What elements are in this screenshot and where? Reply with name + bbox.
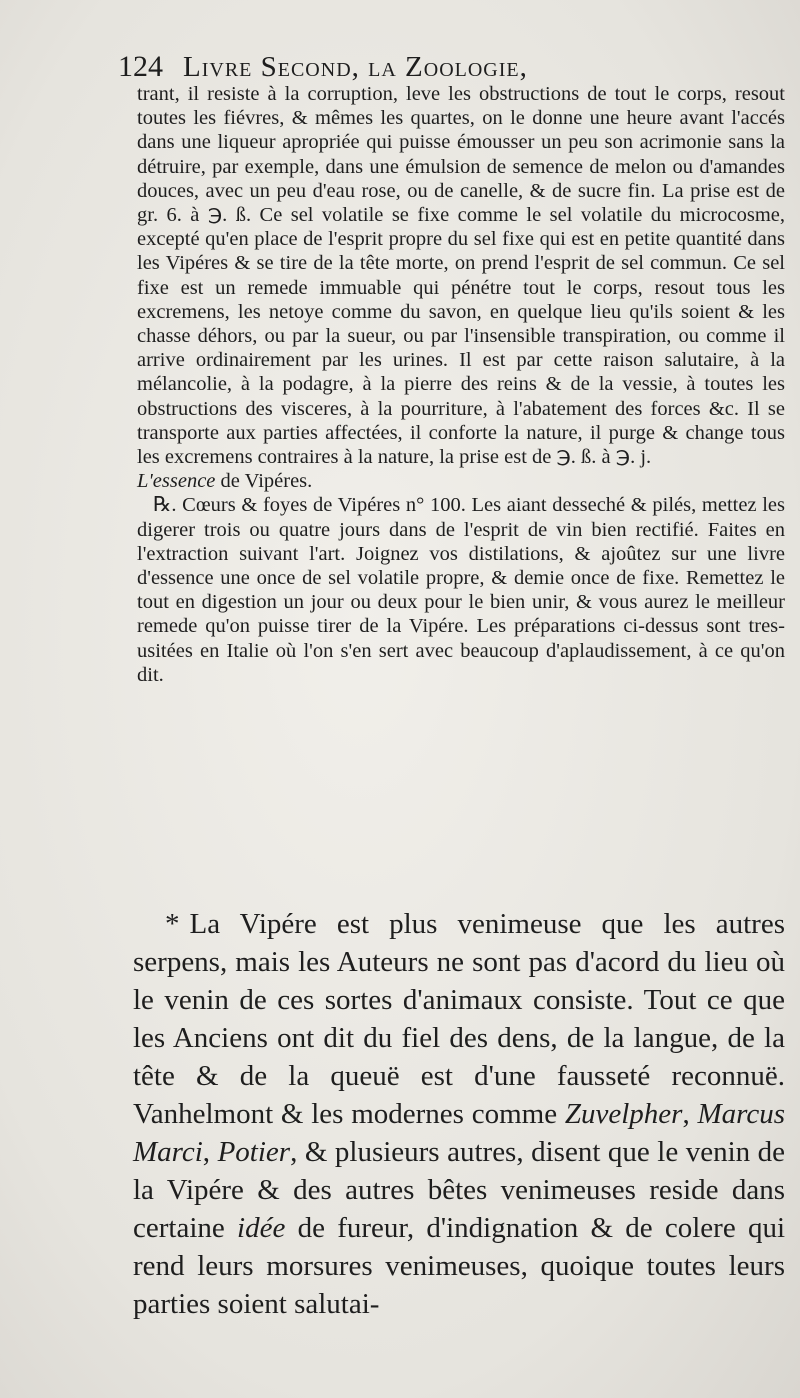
footnote-text-1: La Vipére est plus venimeuse que les autres serpens, mais les Auteurs ne sont pas d'acord du lieu où le venin de ces sortes d'animaux consiste. Tout ce que les Anciens ont dit du fiel des dens, de la langue, de la tête & de la queuë est d'une fausseté reconnuë. Vanhelmont & les modernes comme bbox=[133, 908, 785, 1130]
running-title: Livre Second, la Zoologie, bbox=[183, 51, 528, 83]
footnote-paragraph bbox=[133, 905, 785, 1323]
main-text bbox=[137, 82, 785, 687]
page-number: 124 bbox=[118, 50, 163, 83]
footnote-text-2: , & plusieurs autres, disent que le venin de la Vipére & des autres bêtes venimeuses reside dans certaine bbox=[133, 1136, 786, 1244]
subheading-italic: L'essence bbox=[137, 470, 216, 493]
separator-1: , bbox=[682, 1098, 698, 1130]
subheading bbox=[137, 469, 785, 493]
author-name-zuvelpher: Zuvelpher bbox=[564, 1098, 683, 1130]
footnote-text-3: de fureur, d'indignation & de colere qui rend leurs morsures venimeuses, quoique toutes leurs parties soient salutai- bbox=[133, 1212, 785, 1320]
footnote bbox=[133, 905, 785, 1323]
footnote-mark: * bbox=[165, 908, 180, 940]
separator-2: , bbox=[202, 1136, 218, 1168]
subheading-rest: de Vipéres. bbox=[215, 470, 313, 493]
author-name-potier: Potier bbox=[217, 1136, 291, 1168]
author-name-marcus-marci: Marcus Marci bbox=[133, 1098, 786, 1168]
paragraph-1: trant, il resiste à la corruption, leve les obstructions de tout le corps, resout toutes les fiévres, & mêmes les quartes, on le donne une heure avant l'accés dans une liqueur apropriée qui puisse émousser un peu son acrimonie sans la détruire, par exemple, dans une émulsion de semence de melon ou d'amandes douces, avec un peu d'eau rose, ou de canelle, & de sucre fin. La prise est de gr. 6. à ℈. ß. Ce sel volatile se fixe comme le sel volatile du microcosme, excepté qu'en place de l'esprit propre du sel fixe qui est en petite quantité dans les Vipéres & se tire de la tête morte, on prend l'esprit de sel commun. Ce sel fixe est un remede immuable qui pénétre tout le corps, resout tous les excremens, les netoye comme du savon, en quelque lieu qu'ils soient & les chasse déhors, ou par la sueur, ou par l'insensible transpiration, ou comme il arrive ordinairement par les urines. Il est par cette raison salutaire, à la mélancolie, à la podagre, à la pierre des reins & de la vessie, à toutes les obstructions des visceres, à la pourriture, à l'abatement des forces &c. Il se transporte aux parties affectées, il conforte la nature, il purge & change tous les excremens contraires à la nature, la prise est de ℈. ß. à ℈. j. bbox=[137, 83, 785, 469]
word-idee: idée bbox=[237, 1212, 286, 1244]
paragraph-2: ℞. Cœurs & foyes de Vipéres n° 100. Les aiant desseché & pilés, mettez les digerer trois ou quatre jours dans de l'esprit de vin bien rectifié. Faites en l'extraction suivant l'art. Joignez vos distilations, & ajoûtez sur une livre d'essence une once de sel volatile propre, & demie once de fixe. Remettez le tout en digestion un jour ou deux pour le bien unir, & vous aurez le meilleur remede qu'on puisse tirer de la Vipére. Les préparations ci-dessus sont tres-usitées en Italie où l'on s'en sert avec beaucoup d'aplaudissement, à ce qu'on dit. bbox=[137, 494, 785, 686]
